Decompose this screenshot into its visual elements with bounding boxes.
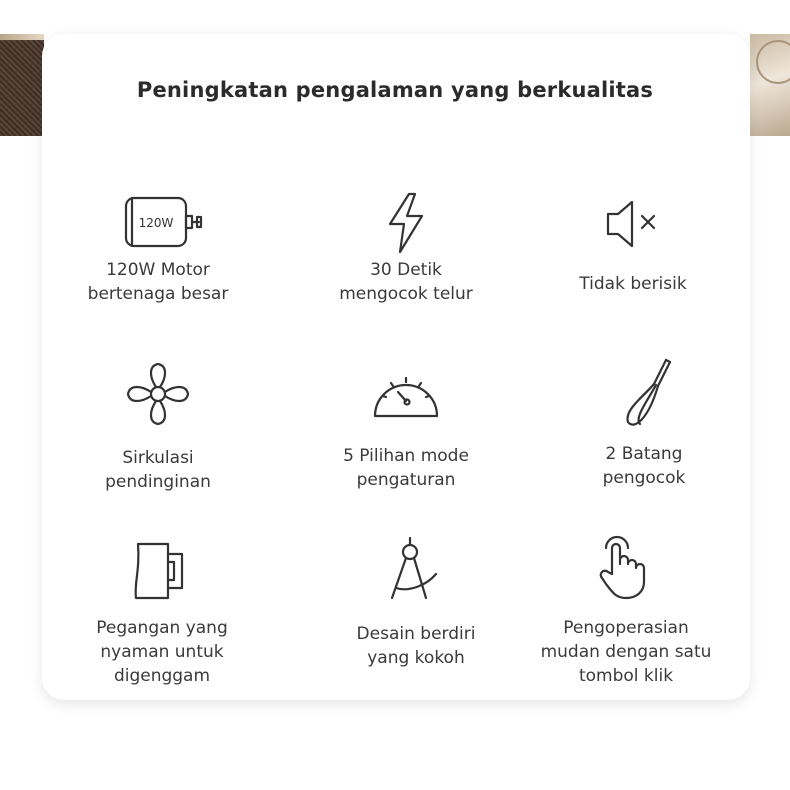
- feature-motor: [48, 192, 268, 306]
- feature-label: Pegangan yang nyaman untuk digenggam: [96, 618, 228, 686]
- lightning-icon: [376, 192, 436, 254]
- tap-finger-icon: [596, 534, 656, 600]
- handle-mug-icon: [130, 540, 194, 602]
- feature-label: Sirkulasi pendinginan: [105, 448, 211, 492]
- feature-modes: [296, 364, 516, 492]
- feature-label: 30 Detik mengocok telur: [339, 260, 473, 304]
- mute-speaker-icon: [598, 196, 668, 252]
- motor-icon: [113, 192, 203, 252]
- feature-label: Tidak berisik: [579, 274, 687, 294]
- feature-cooling: [48, 356, 268, 494]
- motor-icon-text: 120W: [138, 216, 174, 230]
- page-title: Peningkatan pengalaman yang berkualitas: [136, 78, 654, 102]
- feature-speed: [296, 192, 516, 306]
- feature-label: 120W Motor bertenaga besar: [87, 260, 229, 304]
- feature-handle: [52, 540, 272, 688]
- fan-icon: [120, 356, 196, 432]
- feature-silent: [523, 196, 743, 296]
- feature-stand: [306, 536, 526, 670]
- feature-label: 5 Pilihan mode pengaturan: [343, 446, 469, 490]
- gauge-icon: [371, 364, 441, 420]
- feature-whisk: [534, 356, 754, 490]
- compass-stand-icon: [386, 536, 446, 602]
- feature-label: 2 Batang pengocok: [602, 444, 686, 488]
- feature-label: Desain berdiri yang kokoh: [356, 624, 476, 668]
- whisk-icon: [614, 356, 674, 432]
- feature-one-click: [516, 534, 736, 688]
- feature-label: Pengoperasian mudan dengan satu tombol klik: [540, 618, 712, 686]
